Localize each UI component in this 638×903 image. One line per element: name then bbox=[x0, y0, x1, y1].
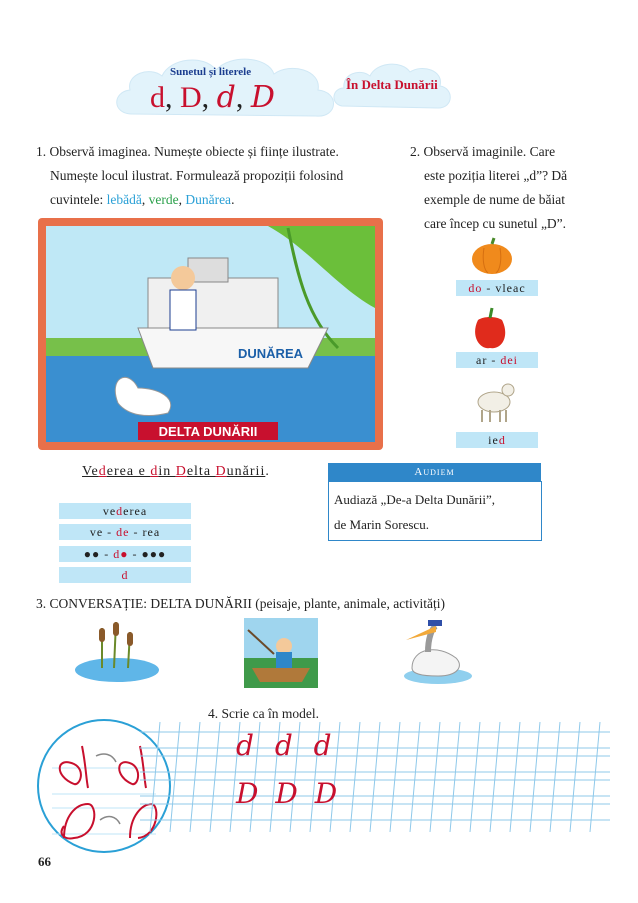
ex3-text: 3. CONVERSAȚIE: DELTA DUNĂRII (peisaje, plante, animale, activități) bbox=[36, 596, 445, 611]
fisherman-boy-icon bbox=[244, 618, 318, 688]
pumpkin-icon bbox=[470, 236, 514, 276]
syllable-row-split: ve - de - rea bbox=[58, 523, 192, 541]
model-upper: D D D bbox=[236, 777, 342, 810]
audiem-text: Audiază „De-a Delta Dunării”, de Marin Sorescu. bbox=[334, 492, 495, 532]
header-title: Sunetul și literele bbox=[170, 66, 252, 78]
pepper-icon bbox=[470, 306, 510, 350]
pelican-icon bbox=[398, 618, 474, 686]
banner-label: DELTA DUNĂRII bbox=[158, 424, 258, 439]
audiem-title: Audiem bbox=[328, 463, 541, 481]
ex2-text: 2. Observă imaginile. Care este poziția literei „d”? Dă exemple de nume de băiat care încep cu sunetul „D”. bbox=[410, 144, 568, 231]
word-ied: ied bbox=[456, 432, 538, 448]
reeds-pond-icon bbox=[72, 618, 162, 684]
page-number: 66 bbox=[38, 854, 51, 869]
goat-icon bbox=[472, 378, 516, 424]
syllable-row-sounds: ●● - d● - ●●● bbox=[58, 545, 192, 563]
word-ardei: ar - dei bbox=[456, 352, 538, 368]
ex4-text: 4. Scrie ca în model. bbox=[208, 706, 319, 721]
syllable-row-letter: d bbox=[58, 566, 192, 584]
ex1-text: 1. Observă imaginea. Numește obiecte și ființe ilustrate. Numește locul ilustrat. Formulează propoziții folosind cuvintele: lebădă, verde, Dunărea. bbox=[36, 144, 344, 207]
writing-lines bbox=[140, 722, 610, 832]
model-sentence: Vederea e din Delta Dunării. bbox=[82, 464, 270, 479]
header-topic: În Delta Dunării bbox=[346, 77, 438, 92]
delta-illustration bbox=[38, 218, 383, 450]
model-lower: d d d bbox=[236, 729, 338, 762]
syllable-row-word: vederea bbox=[58, 502, 192, 520]
header-letters: d, D, d, D bbox=[150, 80, 275, 115]
boat-label: DUNĂREA bbox=[238, 346, 303, 361]
word-dovleac: do - vleac bbox=[456, 280, 538, 296]
